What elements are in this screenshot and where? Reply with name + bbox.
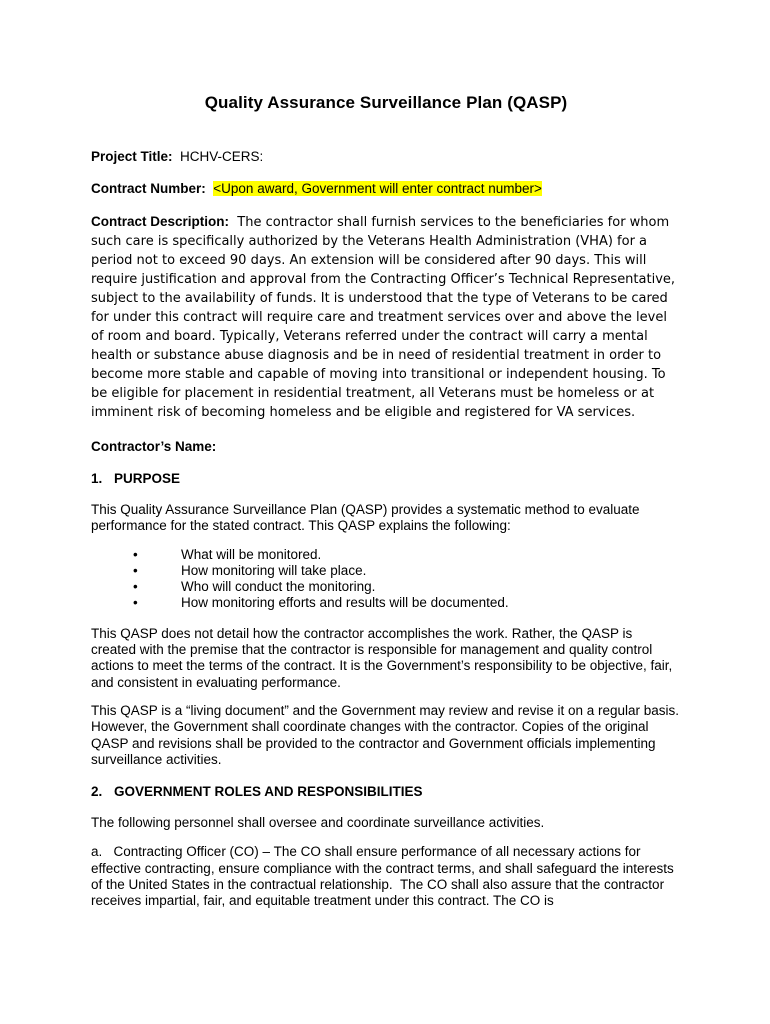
- section-1-number: 1.: [91, 471, 103, 486]
- list-item-text: How monitoring will take place.: [181, 562, 367, 578]
- section-2-heading: [91, 783, 681, 800]
- purpose-paragraph-3: This QASP is a “living document” and the Government may review and revise it on a regular basis. However, the Government shall coordinate changes with the contractor. Copies of the original QASP and revisions shall be provided to the contractor and Government officials implementing surveillance activities.: [91, 702, 680, 767]
- bullet-icon: •: [133, 595, 138, 611]
- purpose-intro: This Quality Assurance Surveillance Plan (QASP) provides a systematic method to evaluate performance for the stated contract. This QASP explains the following:: [91, 502, 640, 534]
- project-title-field: [91, 148, 681, 165]
- contract-description: [91, 212, 681, 422]
- contract-number-label: Contract Number:: [91, 181, 206, 196]
- list-item: [91, 547, 681, 563]
- list-item-text: How monitoring efforts and results will be documented.: [181, 595, 509, 611]
- contract-description-text: The contractor shall furnish services to the beneficiaries for whom such care is specifically authorized by the Veterans Health Administration (VHA) for a period not to exceed 90 days. An extension will be considered after 90 days. This will require justification and approval from the Contracting Officer’s Technical Representative, subject to the availability of funds. It is understood that the type of Veterans to be cared for under this contract will require care and treatment services over and above the level of room and board. Typically, Veterans referred under the contract will carry a mental health or substance abuse diagnosis and be in need of residential treatment in order to become more stable and capable of moving into transitional or independent housing. To be eligible for placement in residential treatment, all Veterans must be homeless or at imminent risk of becoming homeless and be eligible and registered for VA services.: [91, 215, 676, 420]
- list-item-text: Who will conduct the monitoring.: [181, 579, 376, 595]
- monitoring-list: [91, 547, 681, 612]
- contract-number-placeholder: <Upon award, Government will enter contract number>: [213, 181, 542, 196]
- roles-item-a: a. Contracting Officer (CO) – The CO shall ensure performance of all necessary actions for effective contracting, ensure compliance with the contract terms, and shall safeguard the interests of the United States in the contractual relationship. The CO shall also assure that the contractor receives impartial, fair, and equitable treatment under this contract. The CO is: [91, 844, 678, 909]
- contractor-name-label: Contractor’s Name:: [91, 439, 217, 454]
- roles-intro: The following personnel shall oversee and coordinate surveillance activities.: [91, 815, 545, 831]
- list-item: [91, 563, 681, 579]
- section-1-title: PURPOSE: [114, 471, 181, 486]
- bullet-icon: •: [133, 579, 138, 595]
- contractor-name-field: [91, 438, 681, 455]
- section-2-title: GOVERNMENT ROLES AND RESPONSIBILITIES: [114, 784, 423, 800]
- bullet-icon: •: [133, 546, 138, 562]
- list-item: [91, 595, 681, 611]
- list-item: [91, 579, 681, 595]
- section-2-number: 2.: [91, 784, 103, 800]
- list-item-text: What will be monitored.: [181, 546, 322, 562]
- project-title-value: HCHV-CERS:: [180, 149, 264, 164]
- contract-description-label: Contract Description:: [91, 214, 230, 229]
- document-title: Quality Assurance Surveillance Plan (QASP): [204, 93, 568, 112]
- document-body: [91, 93, 681, 922]
- contract-number-field: [91, 180, 681, 197]
- purpose-paragraph-2: This QASP does not detail how the contractor accomplishes the work. Rather, the QASP is created with the premise that the contractor is responsible for management and quality control actions to meet the terms of the contract. It is the Government’s responsibility to be objective, fair, and consistent in evaluating performance.: [91, 625, 673, 690]
- bullet-icon: •: [133, 562, 138, 578]
- project-title-label: Project Title:: [91, 149, 173, 164]
- section-1-heading: [91, 470, 681, 487]
